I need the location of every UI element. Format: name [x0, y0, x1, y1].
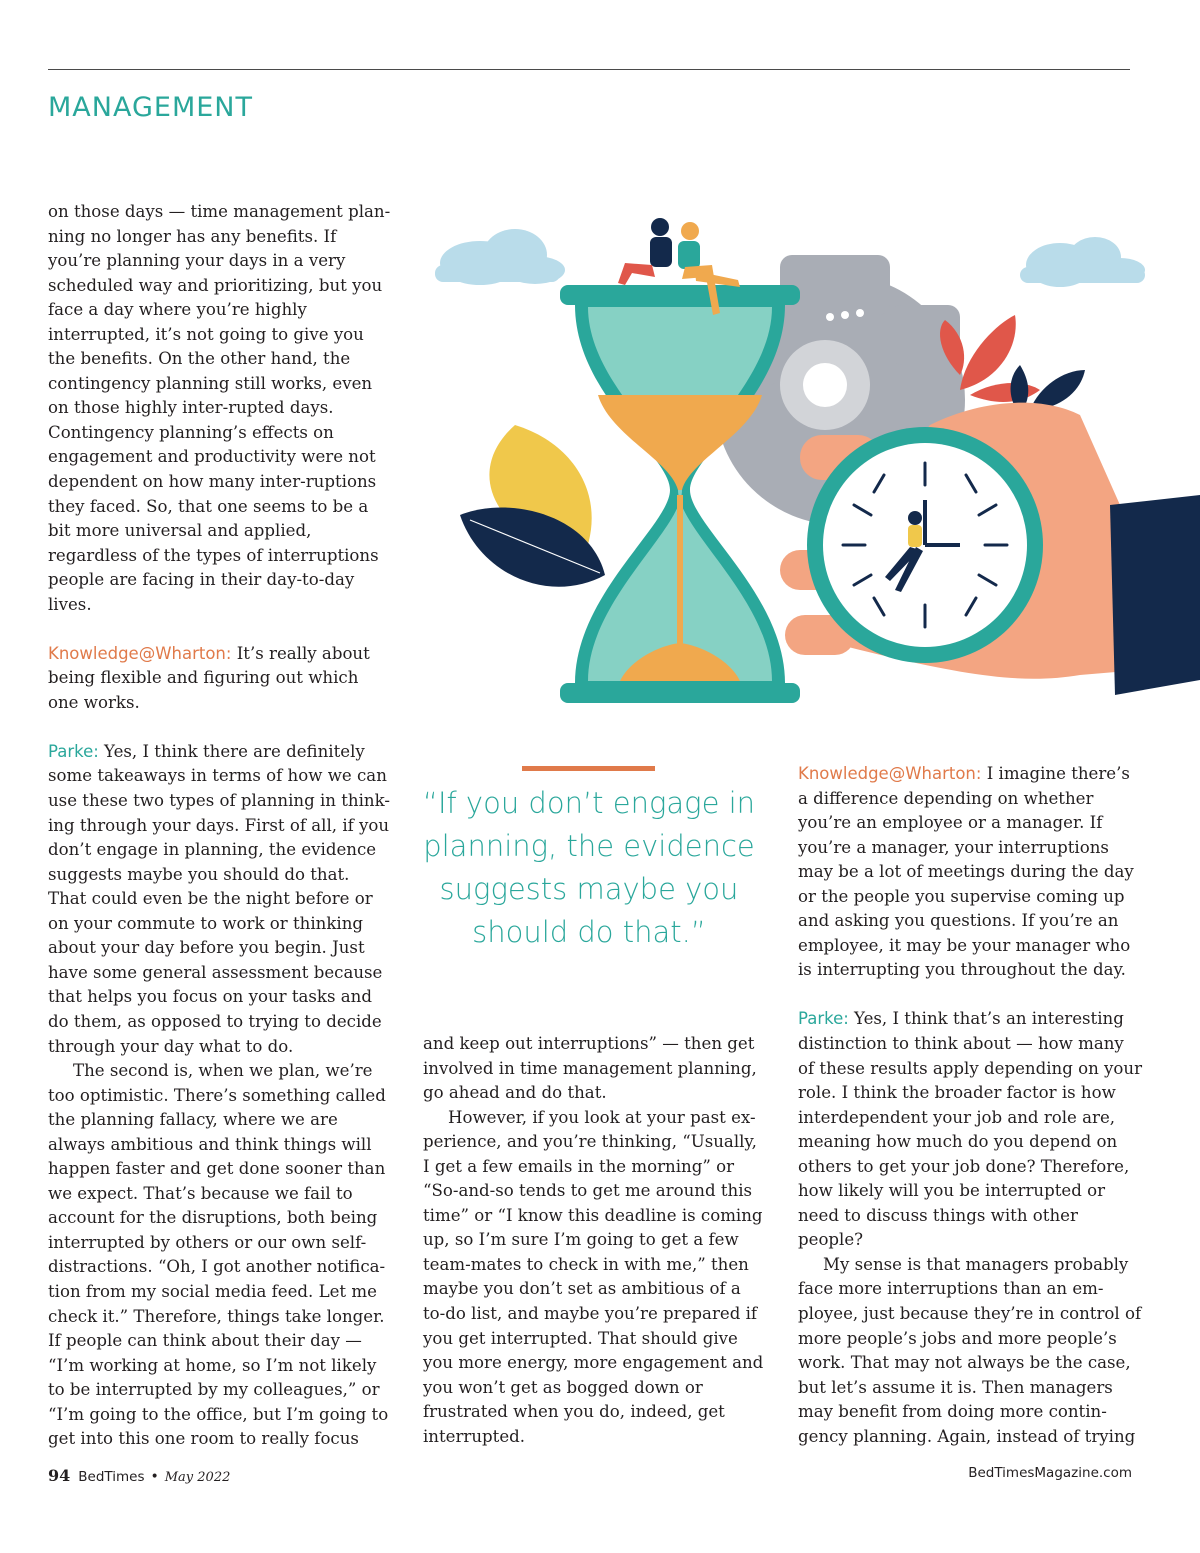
paragraph: and keep out interruptions” — then get involved in time management planning, go ahead and do that. [423, 1034, 757, 1103]
paragraph-text: I imagine there’s a difference depending on whether you’re an employee or a manager. If you’re a manager, your interruptions may be a lot of meetings during the day or the people you supervise coming up and asking you questions. If you’re an employee, it may be your manager who is interrupting you throughout the day. [798, 764, 1134, 980]
speaker-label: Parke: [48, 741, 99, 761]
leaf-icon [460, 425, 605, 587]
person-icon [618, 218, 672, 285]
paragraph [798, 762, 1143, 983]
footer-left [48, 1466, 230, 1485]
website-link[interactable]: BedTimesMagazine.com [968, 1465, 1132, 1481]
paragraph: on those days — time management plan-ning no longer has any benefits. If you’re planning your days in a very scheduled way and prioritizing, but you face a day where you’re highly interrupted, it’s not going to give you the benefits. On the other hand, the contingency planning still works, even on those highly inter-rupted days. Contingency planning’s effects on engagement and productivity were not dependent on how many inter-ruptions they faced. So, that one seems to be a bit more universal and applied, regardless of the types of interruptions people are facing in their day-to-day lives. [48, 202, 391, 614]
paragraph [48, 740, 393, 1059]
paragraph [48, 642, 393, 716]
column-middle [423, 1032, 768, 1449]
paragraph [798, 1007, 1143, 1252]
paragraph-text: Yes, I think that’s an interesting distinction to think about — how many of these results apply depending on your role. I think the broader factor is how interdependent your job and role are, meaning how much do you depend on others to get your job done? Therefore, how likely will you be interrupted or need to discuss things with other people? [798, 1009, 1143, 1250]
issue-date: May 2022 [164, 1470, 231, 1485]
paragraph-text: It’s really about being flexible and figuring out which one works. [48, 643, 370, 712]
section-title: MANAGEMENT [48, 92, 253, 123]
paragraph: The second is, when we plan, we’re too optimistic. There’s something called the planning fallacy, where we are always ambitious and think things will happen faster and get done sooner than we expect. That’s because we fail to account for the disruptions, both being interrupted by others or our own self-distractions. “Oh, I got another notifica-tion from my social media feed. Let me check it.” Therefore, things take longer. If people can think about their day — “I’m working at home, so I’m not likely to be interrupted by my colleagues,” or “I’m going to the office, but I’m going to get into this one room to really focus [48, 1061, 389, 1449]
footer-separator: • [150, 1469, 159, 1485]
paragraph-text: Yes, I think there are definitely some takeaways in terms of how we can use these two types of planning in think-ing through your days. First of all, if you don’t engage in planning, the evidence suggests maybe you should do that. That could even be the night before or on your commute to work or thinking about your day before you begin. Just have some general assessment because that helps you focus on your tasks and do them, as opposed to trying to decide through your day what to do. [48, 741, 390, 1056]
speaker-label: Knowledge@Wharton: [798, 764, 982, 783]
speaker-label: Knowledge@Wharton: [48, 643, 232, 663]
paragraph: However, if you look at your past ex-perience, and you’re thinking, “Usually, I get a few emails in the morning” or “So-and-so tends to get me around this time” or “I know this deadline is coming up, so I’m sure I’m going to get a few team-mates to check in with me,” then maybe you don’t set as ambitious of a to-do list, and maybe you’re prepared if you get interrupted. That should give you more energy, more engagement and you won’t get as bogged down or frustrated when you do, indeed, get interrupted. [423, 1107, 764, 1446]
paragraph: My sense is that managers probably face more interruptions than an em-ployee, just because they’re in control of more people’s jobs and more people’s work. That may not always be the case, but let’s assume it is. Then managers may benefit from doing more contin-gency planning. Again, instead of trying [798, 1254, 1142, 1446]
page-number: 94 [48, 1466, 71, 1485]
clock-icon [807, 427, 1043, 663]
column-left [48, 200, 393, 1452]
pullquote-rule [522, 766, 655, 771]
column-right [798, 762, 1143, 1449]
header-rule [48, 69, 1130, 70]
cloud-icon [1020, 237, 1145, 287]
cloud-icon [435, 229, 565, 285]
pullquote: “If you don’t engage in planning, the evidence suggests maybe you should do that.” [422, 786, 756, 949]
magazine-name: BedTimes [78, 1469, 145, 1485]
illustration [420, 205, 1200, 719]
speaker-label: Parke: [798, 1009, 849, 1029]
